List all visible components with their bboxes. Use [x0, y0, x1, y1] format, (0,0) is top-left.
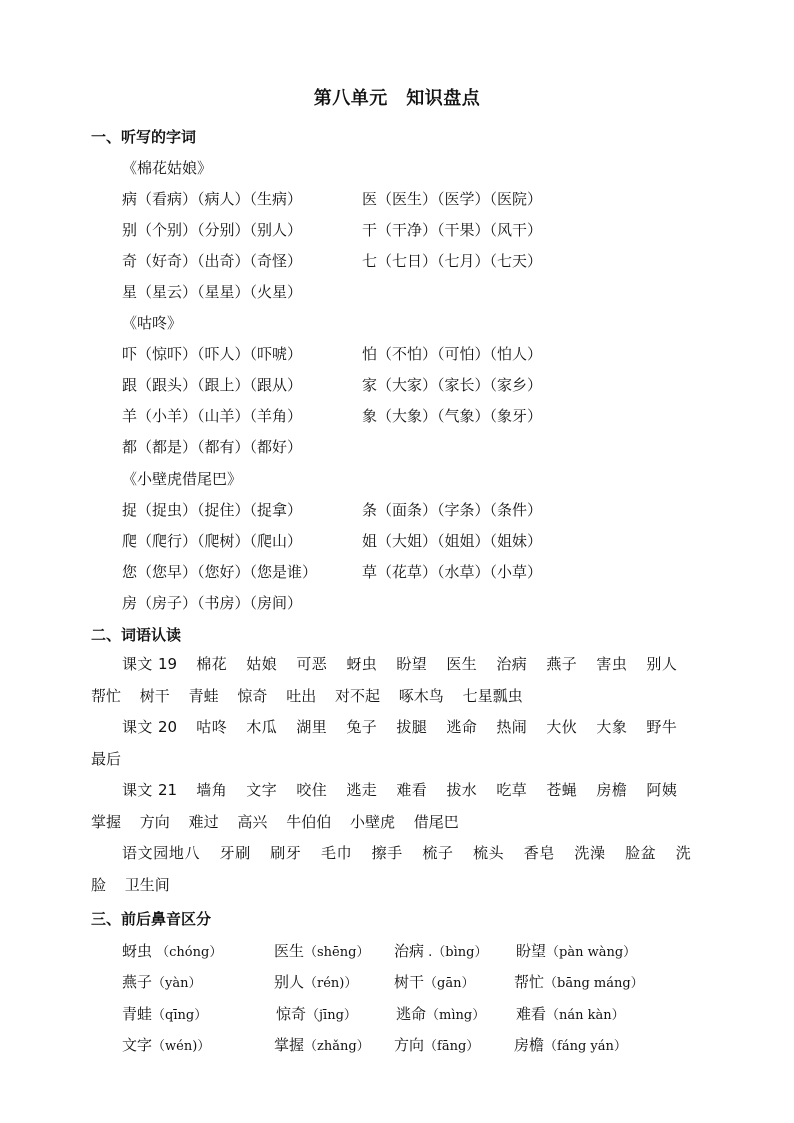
- vocab-word: 墙角: [196, 781, 228, 799]
- vocab-word: 毛巾: [320, 844, 353, 862]
- vocab-word: 擦手: [371, 844, 403, 862]
- vocab-word: 梳子: [422, 844, 454, 862]
- word-group: 羊（小羊）（山羊）（羊角）: [122, 407, 303, 425]
- vocab-word: 医生: [446, 655, 478, 673]
- word-group: 别（个别）（分别）（别人）: [122, 221, 303, 239]
- vocab-word: 房檐: [596, 781, 628, 799]
- vocab-word: 卫生间: [124, 875, 170, 894]
- vocab-word: 最后: [91, 749, 122, 768]
- vocab-word: 苍蝇: [546, 781, 578, 799]
- vocab-word: 棉花: [196, 655, 228, 673]
- vocab-word: 害虫: [596, 655, 628, 673]
- word-group: 家（大家）（家长）（家乡）: [362, 376, 543, 394]
- vocab-word: 借尾巴: [413, 812, 459, 831]
- vocab-word: 蚜虫: [346, 655, 378, 673]
- vocab-word: 对不起: [334, 686, 380, 705]
- vocab-word: 可恶: [296, 655, 328, 673]
- vocab-word: 方向: [139, 812, 170, 831]
- word-group: 干（干净）（干果）（风干）: [362, 221, 543, 239]
- vocab-word: 刷牙: [270, 844, 302, 862]
- pinyin-entry: 别人（rén)）: [274, 973, 358, 991]
- word-group: 捉（捉虫）（捉住）（捉拿）: [122, 501, 303, 519]
- vocab-word: 别人: [646, 655, 677, 673]
- vocab-word: 阿姨: [646, 781, 677, 799]
- pinyin-entry: 惊奇（jīng）: [276, 1005, 357, 1023]
- vocab-word: 文字: [246, 781, 278, 799]
- pinyin-entry: 掌握（zhǎng）: [274, 1036, 370, 1054]
- pinyin-entry: 帮忙（bāng máng）: [514, 973, 644, 991]
- word-paragraph-lesson-19: [91, 649, 691, 712]
- vocab-word: 木瓜: [246, 718, 278, 736]
- page-title: 第八单元 知识盘点: [313, 88, 481, 109]
- lesson-label: 语文园地八: [122, 844, 201, 862]
- word-group: 星（星云）（星星）（火星）: [122, 283, 303, 301]
- vocab-word: 热闹: [496, 718, 528, 736]
- pinyin-entry: 医生（shēng）: [274, 942, 370, 960]
- pinyin-entry: 青蛙（qīng）: [122, 1005, 208, 1023]
- word-group: 都（都是）（都有）（都好）: [122, 438, 303, 456]
- section-heading-nasal-sounds: 三、前后鼻音区分: [91, 910, 212, 928]
- word-group: 跟（跟头）（跟上）（跟从）: [122, 376, 303, 394]
- vocab-word: 燕子: [546, 655, 578, 673]
- word-paragraph-lesson-21: [91, 775, 691, 838]
- pinyin-entry: 房檐（fáng yán）: [514, 1036, 627, 1054]
- vocab-word: 难看: [396, 781, 428, 799]
- word-group: 草（花草）（水草）（小草）: [362, 563, 543, 581]
- pinyin-entry: 方向（fāng）: [394, 1036, 480, 1054]
- vocab-word: 牛伯伯: [286, 812, 332, 831]
- vocab-word: 拔水: [446, 781, 478, 799]
- word-paragraph-lesson-20: [91, 712, 691, 775]
- vocab-word: 大伙: [546, 718, 578, 736]
- vocab-word: 梳头: [473, 844, 505, 862]
- word-group: 您（您早）（您好）（您是谁）: [122, 563, 318, 581]
- lesson-label: 课文 19: [122, 655, 178, 673]
- pinyin-entry: 树干（gān）: [394, 973, 475, 991]
- vocab-word: 盼望: [396, 655, 428, 673]
- vocab-word: 吐出: [286, 686, 317, 705]
- vocab-word: 治病: [496, 655, 528, 673]
- vocab-word: 香皂: [523, 844, 555, 862]
- vocab-word: 逃命: [446, 718, 478, 736]
- lesson-title: 《小壁虎借尾巴》: [122, 470, 243, 488]
- word-group: 象（大象）（气象）（象牙）: [362, 407, 543, 425]
- vocab-word: 脸盆: [625, 844, 657, 862]
- word-group: 医（医生）（医学）（医院）: [362, 190, 543, 208]
- vocab-word: 青蛙: [188, 686, 219, 705]
- vocab-word: 野牛: [646, 718, 677, 736]
- pinyin-entry: 文字（wén)）: [122, 1036, 211, 1054]
- vocab-word: 大象: [596, 718, 628, 736]
- vocab-word: 姑娘: [246, 655, 278, 673]
- word-paragraph-garden-8: [91, 838, 691, 901]
- vocab-word: 小壁虎: [349, 812, 395, 831]
- word-group: 怕（不怕）（可怕）（怕人）: [362, 345, 543, 363]
- vocab-word: 吃草: [496, 781, 528, 799]
- word-group: 姐（大姐）（姐姐）（姐妹）: [362, 532, 543, 550]
- vocab-word: 逃走: [346, 781, 378, 799]
- vocab-word: 湖里: [296, 718, 328, 736]
- section-heading-word-reading: 二、词语认读: [91, 626, 182, 644]
- vocab-word: 兔子: [346, 718, 378, 736]
- vocab-word: 啄木鸟: [398, 686, 444, 705]
- pinyin-entry: 难看（nán kàn）: [516, 1005, 625, 1023]
- vocab-word: 洗澡: [574, 844, 606, 862]
- word-group: 病（看病）（病人）（生病）: [122, 190, 303, 208]
- lesson-label: 课文 20: [122, 718, 178, 736]
- lesson-label: 课文 21: [122, 781, 178, 799]
- section-heading-dictation: 一、听写的字词: [91, 128, 197, 146]
- pinyin-entry: 治病 .（bìng）: [394, 942, 488, 960]
- word-group: 房（房子）（书房）（房间）: [122, 594, 303, 612]
- lesson-title: 《咕咚》: [122, 314, 183, 332]
- vocab-word: 高兴: [237, 812, 268, 831]
- word-group: 条（面条）（字条）（条件）: [362, 501, 543, 519]
- word-group: 吓（惊吓）（吓人）（吓唬）: [122, 345, 303, 363]
- pinyin-entry: 燕子（yàn）: [122, 973, 202, 991]
- vocab-word: 难过: [188, 812, 219, 831]
- vocab-word: 咬住: [296, 781, 328, 799]
- vocab-word: 洗脸: [91, 844, 691, 894]
- word-group: 七（七日）（七月）（七天）: [362, 252, 543, 270]
- word-group: 爬（爬行）（爬树）（爬山）: [122, 532, 303, 550]
- pinyin-entry: 蚜虫 （chóng）: [122, 942, 223, 960]
- pinyin-entry: 盼望（pàn wàng）: [516, 942, 637, 960]
- vocab-word: 树干: [139, 686, 170, 705]
- vocab-word: 咕咚: [196, 718, 228, 736]
- vocab-word: 惊奇: [237, 686, 268, 705]
- vocab-word: 帮忙: [91, 686, 122, 705]
- pinyin-entry: 逃命（mìng）: [396, 1005, 486, 1023]
- word-group: 奇（好奇）（出奇）（奇怪）: [122, 252, 303, 270]
- lesson-title: 《棉花姑娘》: [122, 159, 213, 177]
- vocab-word: 七星瓢虫: [462, 686, 523, 705]
- vocab-word: 牙刷: [219, 844, 251, 862]
- vocab-word: 掌握: [91, 812, 122, 831]
- vocab-word: 拔腿: [396, 718, 428, 736]
